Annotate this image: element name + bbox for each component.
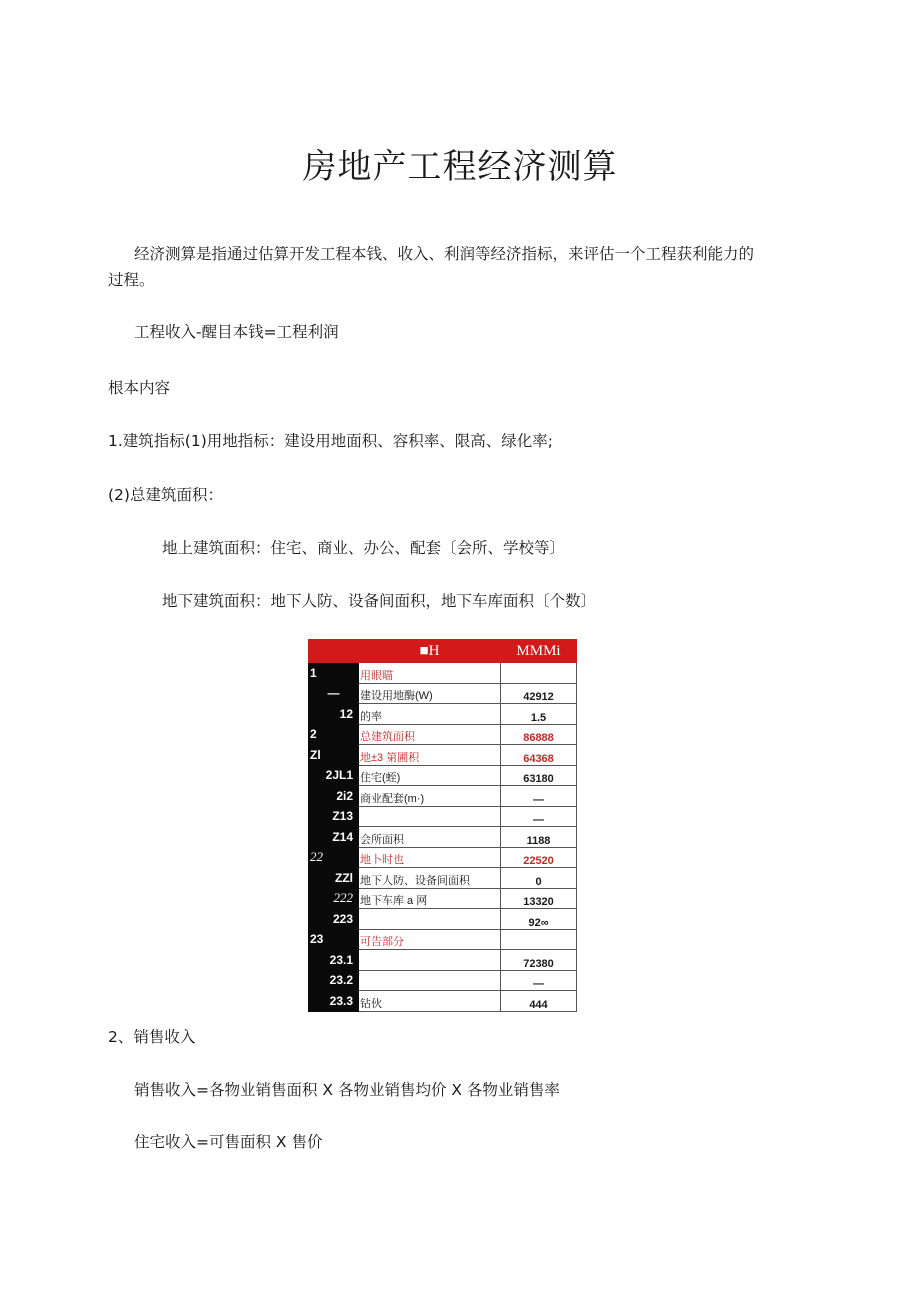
row-name: 地下人防、设备间面积 [359,868,501,889]
table-row [309,765,577,786]
row-number: 222 [309,888,359,909]
row-number: — [309,683,359,704]
row-value: 1188 [501,827,577,848]
row-name: 会所面积 [359,827,501,848]
table-row [309,888,577,909]
row-value: 63180 [501,765,577,786]
table-row [309,929,577,950]
row-number: 223 [309,909,359,930]
table-row [309,663,577,684]
header-value: MMMi [501,640,577,663]
table-row [309,970,577,991]
above-ground-area: 地上建筑面积：住宅、商业、办公、配套〔会所、学校等〕 [162,539,566,557]
row-value: 0 [501,868,577,889]
row-name [359,909,501,930]
table-row [309,704,577,725]
table-row [309,909,577,930]
row-name: 用眼瞄 [359,663,501,684]
item-building-index: 1.建筑指标(1)用地指标：建设用地面积、容积率、限高、绿化率; [108,432,553,450]
table-row [309,950,577,971]
row-value: — [501,786,577,807]
row-value: 1.5 [501,704,577,725]
section-sales-heading: 2、销售收入 [108,1028,196,1046]
row-name: 可告部分 [359,929,501,950]
table-header-row [309,640,577,663]
row-value: 13320 [501,888,577,909]
table-row [309,806,577,827]
table-row [309,827,577,848]
below-ground-area: 地下建筑面积：地下人防、设备间面积，地下车库面积〔个数〕 [162,592,597,610]
header-name: ■H [359,640,501,663]
table-row [309,724,577,745]
table-row [309,868,577,889]
row-value: — [501,970,577,991]
area-table [308,639,577,1012]
row-number: 22 [309,847,359,868]
row-name: 钻伙 [359,991,501,1012]
row-name: 住宅(蛭) [359,765,501,786]
row-value [501,929,577,950]
row-value: 86888 [501,724,577,745]
row-number: 1 [309,663,359,684]
table-row [309,991,577,1012]
row-number: 23.1 [309,950,359,971]
row-number: 23.3 [309,991,359,1012]
row-number: Z14 [309,827,359,848]
table-row [309,745,577,766]
row-value: 72380 [501,950,577,971]
row-number: 2i2 [309,786,359,807]
intro-paragraph: 经济测算是指通过估算开发工程本钱、收入、利润等经济指标，来评估一个工程获利能力的过程。 [108,245,755,289]
row-value: 64368 [501,745,577,766]
row-number: 23.2 [309,970,359,991]
section-basic-heading: 根本内容 [108,379,171,397]
row-number: Z13 [309,806,359,827]
profit-formula: 工程收入-醒目本钱=工程利润 [134,323,339,341]
row-number: Zl [309,745,359,766]
row-name: 地±3 第圃积 [359,745,501,766]
row-name [359,950,501,971]
row-value: 92∞ [501,909,577,930]
row-number: 23 [309,929,359,950]
row-value: 42912 [501,683,577,704]
row-number: 12 [309,704,359,725]
row-name: 地下车库 a 网 [359,888,501,909]
row-number: 2JL1 [309,765,359,786]
row-name [359,806,501,827]
table-row [309,683,577,704]
sales-formula: 销售收入=各物业销售面积 X 各物业销售均价 X 各物业销售率 [134,1081,560,1099]
header-no [309,640,359,663]
row-value: — [501,806,577,827]
row-value: 444 [501,991,577,1012]
table-row [309,786,577,807]
row-number: ZZl [309,868,359,889]
residential-formula: 住宅收入=可售面积 X 售价 [134,1133,323,1151]
row-name: 地卜时也 [359,847,501,868]
row-name: 的率 [359,704,501,725]
row-name [359,970,501,991]
row-name: 总建筑面积 [359,724,501,745]
row-name: 商业配套(m·) [359,786,501,807]
row-value: 22520 [501,847,577,868]
row-value [501,663,577,684]
page-title: 房地产工程经济测算 [302,146,618,187]
row-name: 建设用地酶(W) [359,683,501,704]
item-total-area: (2)总建筑面积： [108,486,223,504]
row-number: 2 [309,724,359,745]
table-row [309,847,577,868]
